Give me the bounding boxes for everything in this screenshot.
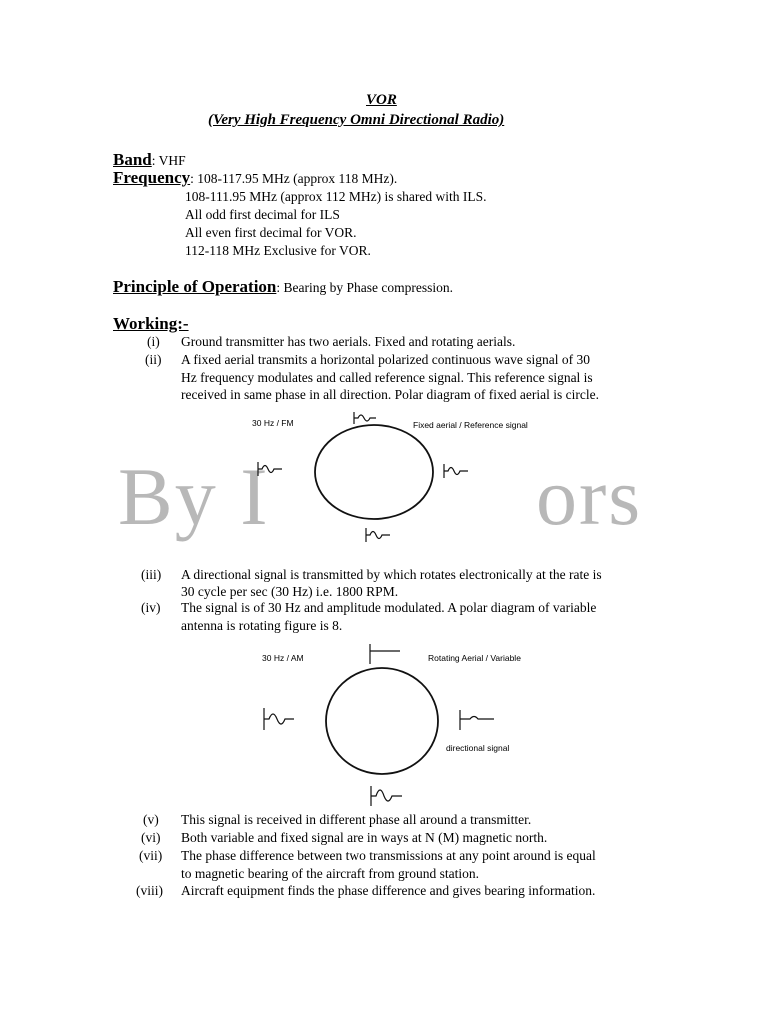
working-heading: Working:- [113,314,189,333]
diagram2-polar-circle [326,668,438,774]
frequency-detail: 112-118 MHz Exclusive for VOR. [185,243,371,258]
item-number: (vi) [141,830,161,845]
frequency-detail: All even first decimal for VOR. [185,225,357,240]
item-text: Both variable and fixed signal are in ways at N (M) magnetic north. [181,830,548,845]
band-heading: Band [113,150,152,169]
diagram2-wave-bottom [371,786,402,806]
item-text: A fixed aerial transmits a horizontal polarized continuous wave signal of 30 [181,352,591,367]
title-main: VOR [366,92,397,108]
diagram2-label-right: Rotating Aerial / Variable [428,653,521,663]
item-text: 30 cycle per sec (30 Hz) i.e. 1800 RPM. [181,584,399,599]
frequency-value: : 108-117.95 MHz (approx 118 MHz). [190,171,398,186]
diagram2-wave-top [370,644,400,664]
diagram2-label-left: 30 Hz / AM [262,653,304,663]
item-number: (iv) [141,600,161,615]
band-value: : VHF [151,153,186,168]
diagram2-label-bottom: directional signal [446,743,510,753]
item-text: Aircraft equipment finds the phase difference and gives bearing information. [181,883,596,898]
item-text: The phase difference between two transmissions at any point around is equal [181,848,596,863]
diagram2-wave-left [264,708,294,730]
item-text: to magnetic bearing of the aircraft from ground station. [181,866,480,881]
diagram2-wave-right [460,710,494,730]
watermark-left: By I [118,451,270,542]
item-number: (iii) [141,567,162,582]
item-number: (v) [143,812,159,827]
frequency-heading: Frequency [113,168,191,187]
item-text: Hz frequency modulates and called reference signal. This reference signal is [181,370,593,385]
item-text: received in same phase in all direction. Polar diagram of fixed aerial is circle. [181,387,599,402]
principle-heading: Principle of Operation [113,277,277,296]
watermark-right: ors [536,451,643,542]
frequency-detail: All odd first decimal for ILS [185,207,340,222]
frequency-detail: 108-111.95 MHz (approx 112 MHz) is shared with ILS. [185,189,487,204]
item-number: (vii) [139,848,163,863]
item-text: A directional signal is transmitted by which rotates electronically at the rate is [181,567,602,582]
title-subtitle: (Very High Frequency Omni Directional Radio) [208,112,505,128]
item-number: (viii) [136,883,163,898]
item-text: Ground transmitter has two aerials. Fixed and rotating aerials. [181,334,516,349]
diagram1-label-left: 30 Hz / FM [252,418,294,428]
item-number: (i) [147,334,160,349]
diagram1-label-right: Fixed aerial / Reference signal [413,420,528,430]
item-number: (ii) [145,352,162,367]
item-text: The signal is of 30 Hz and amplitude modulated. A polar diagram of variable [181,600,597,615]
item-text: antenna is rotating figure is 8. [181,618,343,633]
item-text: This signal is received in different phase all around a transmitter. [181,812,532,827]
principle-value: : Bearing by Phase compression. [276,280,453,295]
